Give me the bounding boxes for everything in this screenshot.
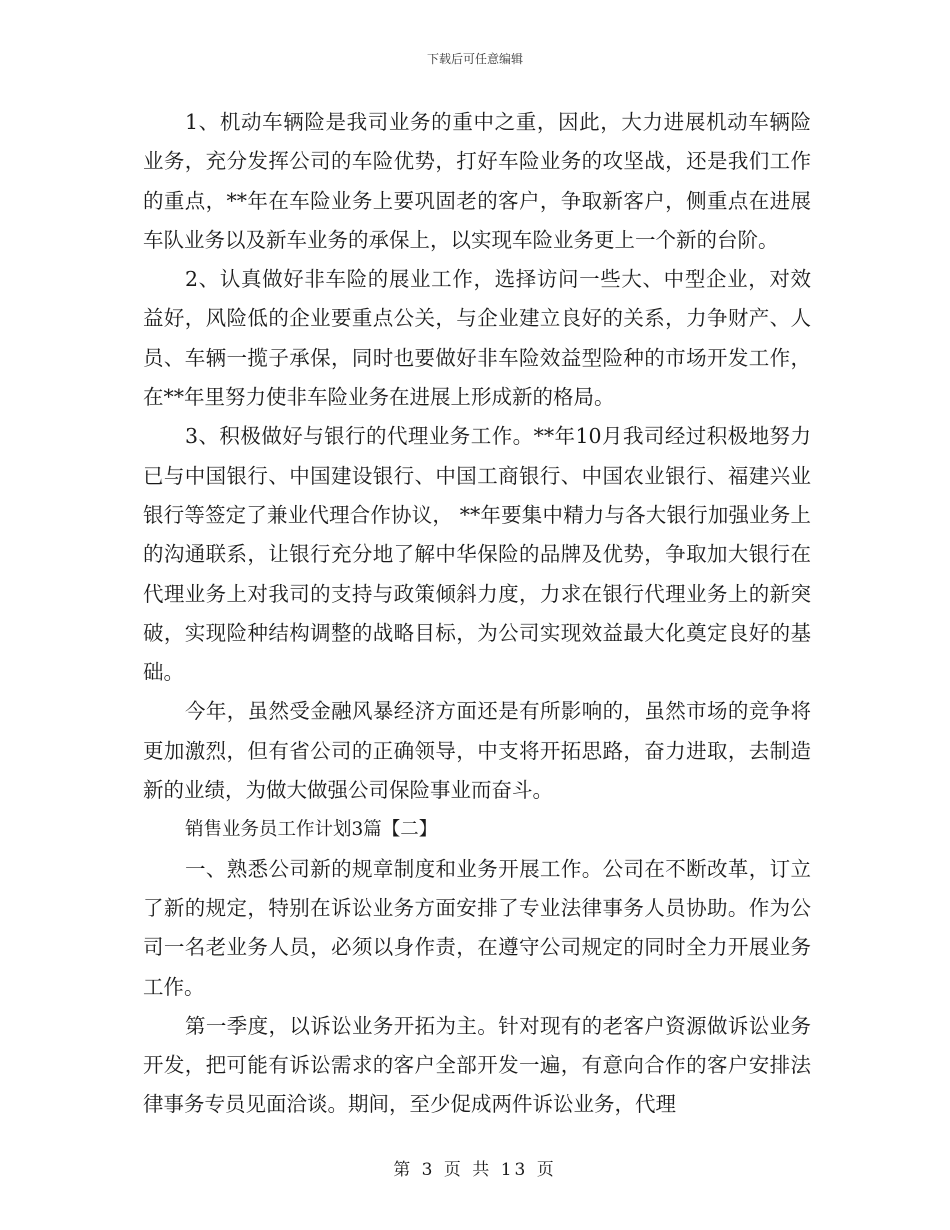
page-header: 下载后可任意编辑 <box>426 52 523 66</box>
paragraph-rules-and-business: 一、熟悉公司新的规章制度和业务开展工作。公司在不断改革，订立了新的规定，特别在诉讼业务方面安排了专业法律事务人员协助。作为公司一名老业务人员，必须以身作责，在遵守公司规定的同时全力开展业务工作。 <box>143 856 811 999</box>
paragraph-bank-agency: 3、积极做好与银行的代理业务工作。**年10月我司经过积极地努力已与中国银行、中国建设银行、中国工商银行、中国农业银行、福建兴业银行等签定了兼业代理合作协议， **年要集中精力与各大银行加强业务上的沟通联系，让银行充分地了解中华保险的品牌及优势，争取加大银行在代理业务上对我司的支持与政策倾斜力度，力求在银行代理业务上的新突破，实现险种结构调整的战略目标，为公司实现效益最大化奠定良好的基础。 <box>143 424 811 685</box>
paragraph-this-year: 今年，虽然受金融风暴经济方面还是有所影响的，虽然市场的竞争将更加激烈，但有省公司的正确领导，中支将开拓思路，奋力进取，去制造新的业绩，为做大做强公司保险事业而奋斗。 <box>143 699 811 803</box>
document-body <box>143 103 811 1125</box>
page-footer: 第 3 页 共 13 页 <box>393 1160 557 1180</box>
paragraph-car-insurance: 1、机动车辆险是我司业务的重中之重，因此，大力进展机动车辆险业务，充分发挥公司的车险优势，打好车险业务的攻坚战，还是我们工作的重点，**年在车险业务上要巩固老的客户，争取新客户，侧重点在进展车队业务以及新车业务的承保上，以实现车险业务更上一个新的台阶。 <box>143 110 811 252</box>
paragraph-first-quarter: 第一季度，以诉讼业务开拓为主。针对现有的老客户资源做诉讼业务开发，把可能有诉讼需求的客户全部开发一遍，有意向合作的客户安排法律事务专员见面洽谈。期间，至少促成两件诉讼业务，代理 <box>143 1013 811 1117</box>
paragraph-non-car-insurance: 2、认真做好非车险的展业工作，选择访问一些大、中型企业，对效益好，风险低的企业要重点公关，与企业建立良好的关系，力争财产、人员、车辆一揽子承保，同时也要做好非车险效益型险种的市场开发工作，在**年里努力使非车险业务在进展上形成新的格局。 <box>143 267 811 410</box>
section-heading: 销售业务员工作计划3篇【二】 <box>185 819 438 841</box>
